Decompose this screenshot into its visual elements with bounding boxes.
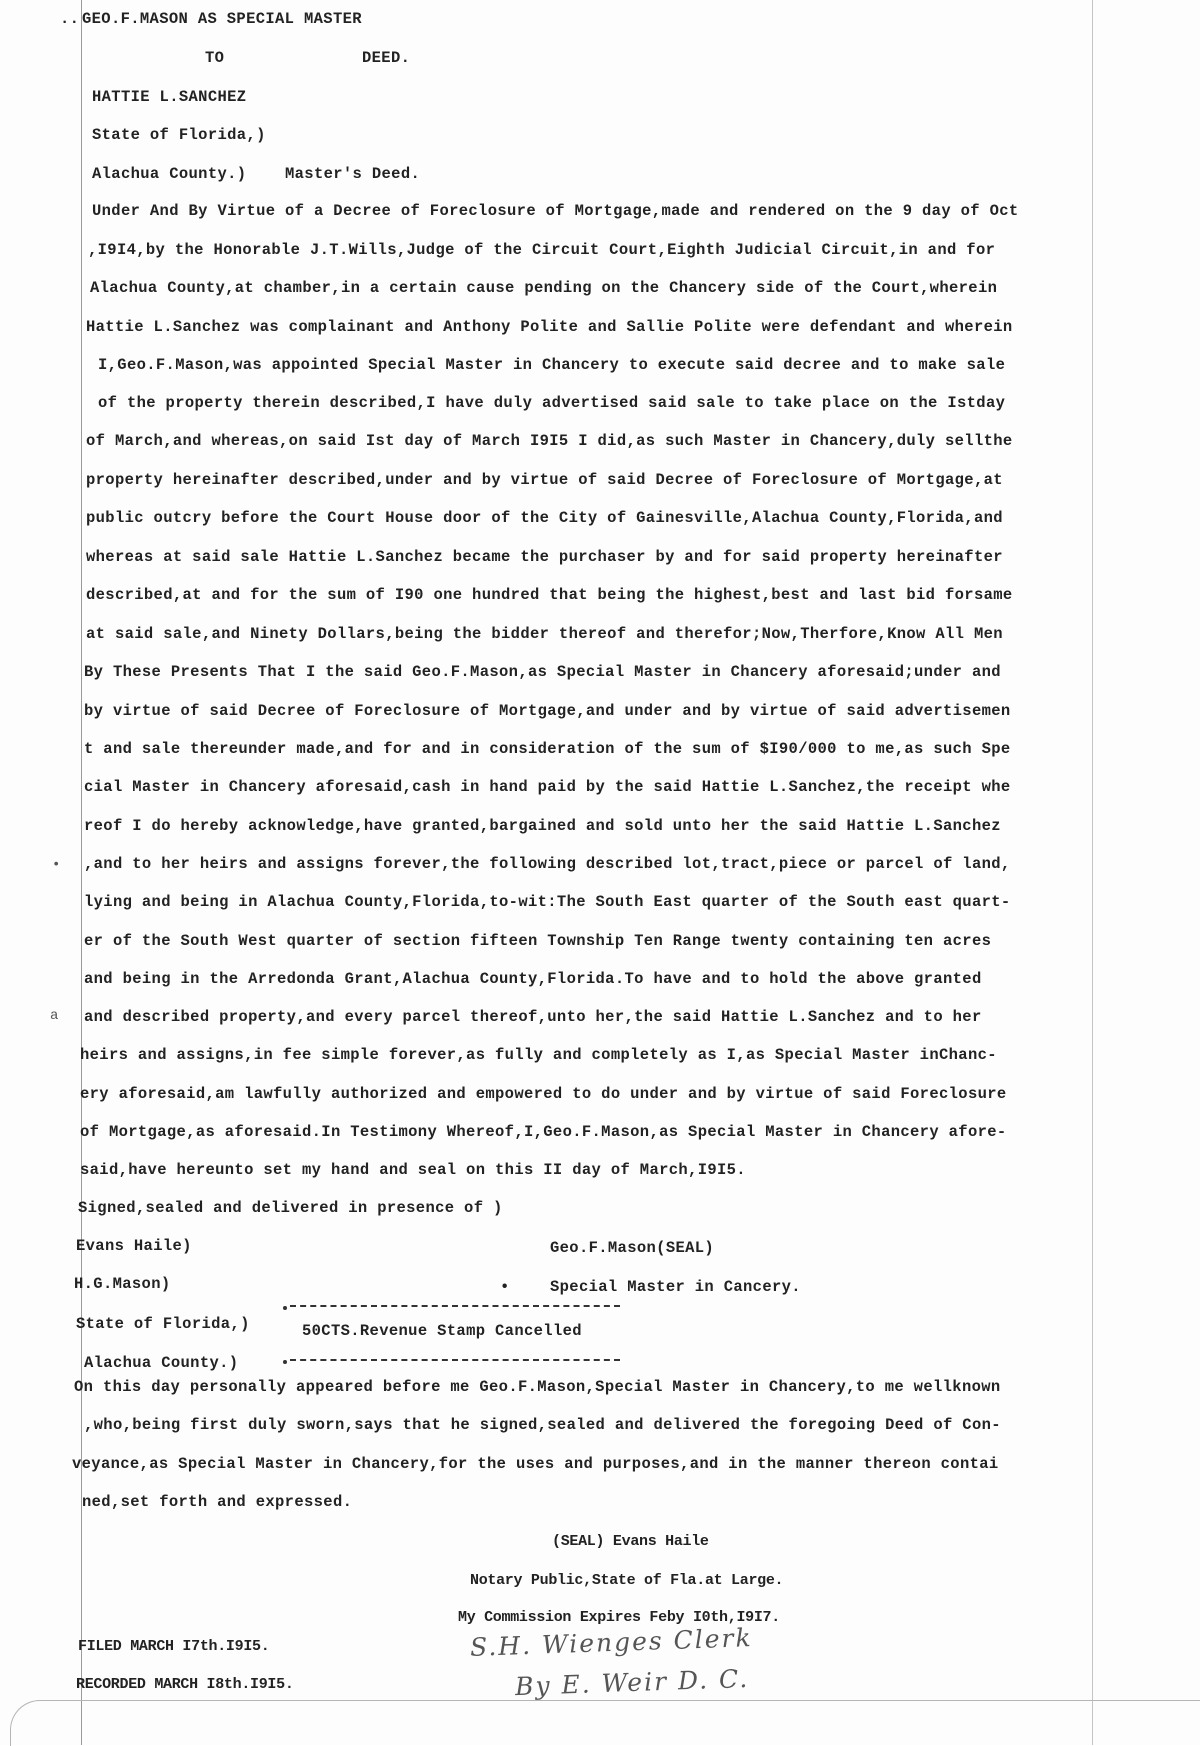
body-line: Hattie L.Sanchez was complainant and Anthony Polite and Sallie Polite were defendant and wherein [86,318,1013,336]
ack-line: veyance,as Special Master in Chancery,for the uses and purposes,and in the manner thereon contai [72,1455,999,1473]
body-line: lying and being in Alachua County,Florida,to-wit:The South East quarter of the South east quart- [84,893,1011,911]
grantee-heading: HATTIE L.SANCHEZ [92,88,247,106]
stamp-rule-bottom [290,1359,620,1361]
body-line: heirs and assigns,in fee simple forever,as fully and completely as I,as Special Master inChanc- [80,1046,997,1064]
body-line: t and sale thereunder made,and for and in consideration of the sum of $I90/000 to me,as such Spe [84,740,1011,758]
venue-state: State of Florida,) [92,126,266,144]
body-line: reof I do hereby acknowledge,have granted,bargained and sold unto her the said Hattie L.Sanchez [84,817,1001,835]
stamp-rule-dot-bottom [283,1360,287,1364]
to-heading: TO [205,49,225,67]
notary-seal-name: (SEAL) Evans Haile [552,1533,709,1550]
deed-title: Master's Deed. [285,165,421,183]
notary-title: Notary Public,State of Fla.at Large. [470,1572,784,1589]
ack-line: ,who,being first duly sworn,says that he signed,sealed and delivered the foregoing Deed of Con- [84,1416,1001,1434]
signer-name: Geo.F.Mason(SEAL) [550,1239,715,1257]
body-line: said,have hereunto set my hand and seal on this II day of March,I9I5. [80,1161,746,1179]
body-line: whereas at said sale Hattie L.Sanchez became the purchaser by and for said property hereinafter [86,548,1003,566]
ack-line: On this day personally appeared before me Geo.F.Mason,Special Master in Chancery,to me wellknown [74,1378,1001,1396]
body-line: of Mortgage,as aforesaid.In Testimony Whereof,I,Geo.F.Mason,as Special Master in Chancery afore- [80,1123,1007,1141]
body-line: described,at and for the sum of I90 one hundred that being the highest,best and last bid forsame [86,586,1013,604]
body-line: ,and to her heirs and assigns forever,the following described lot,tract,piece or parcel of land, [84,855,1011,873]
body-line: property hereinafter described,under and by virtue of said Decree of Foreclosure of Mortgage,at [86,471,1003,489]
body-line: and being in the Arredonda Grant,Alachua County,Florida.To have and to hold the above granted [84,970,982,988]
signer-title: Special Master in Cancery. [550,1278,801,1296]
right-margin-rule [1092,0,1093,1745]
clerk-signature: S.H. Wienges Clerk [469,1623,754,1662]
deputy-clerk-signature: By E. Weir D. C. [514,1663,750,1702]
ack-venue-county: Alachua County.) [84,1354,239,1372]
stamp-rule-dot-top [283,1306,287,1310]
leading-dots: .. [60,10,80,28]
body-line: ,I9I4,by the Honorable J.T.Wills,Judge of the Circuit Court,Eighth Judicial Circuit,in and for [88,241,996,259]
body-line: Under And By Virtue of a Decree of Foreclosure of Mortgage,made and rendered on the 9 day of Oct [92,202,1019,220]
body-line: By These Presents That I the said Geo.F.Mason,as Special Master in Chancery aforesaid;under and [84,663,1001,681]
bullet: • [500,1278,510,1296]
body-line: ery aforesaid,am lawfully authorized and empowered to do under and by virtue of said Foreclosure [80,1085,1007,1103]
witness-1: Evans Haile) [76,1237,192,1255]
ack-line: ned,set forth and expressed. [82,1493,353,1511]
body-line: Alachua County,at chamber,in a certain cause pending on the Chancery side of the Court,wherein [90,279,998,297]
recorded-date: RECORDED MARCH I8th.I9I5. [76,1676,294,1693]
page-edge-curve [10,1700,1200,1746]
margin-dot: • [52,857,61,873]
body-line: of the property therein described,I have duly advertised said sale to take place on the Istday [98,394,1006,412]
revenue-stamp-note: 50CTS.Revenue Stamp Cancelled [302,1322,582,1340]
body-line: and described property,and every parcel thereof,unto her,the said Hattie L.Sanchez and to her [84,1008,982,1026]
venue-county: Alachua County.) [92,165,247,183]
filed-date: FILED MARCH I7th.I9I5. [78,1638,270,1655]
grantor-heading: GEO.F.MASON AS SPECIAL MASTER [82,10,362,28]
instrument-heading: DEED. [362,49,411,67]
witness-2: H.G.Mason) [74,1275,171,1293]
body-line: er of the South West quarter of section fifteen Township Ten Range twenty containing ten acres [84,932,992,950]
ack-venue-state: State of Florida,) [76,1315,250,1333]
witness-intro: Signed,sealed and delivered in presence of ) [78,1199,503,1217]
body-line: at said sale,and Ninety Dollars,being the bidder thereof and therefor;Now,Therfore,Know All Men [86,625,1003,643]
body-line: cial Master in Chancery aforesaid,cash in hand paid by the said Hattie L.Sanchez,the receipt whe [84,778,1011,796]
stamp-rule-top [290,1305,620,1307]
left-margin-rule [81,0,82,1745]
body-line: public outcry before the Court House door of the City of Gainesville,Alachua County,Florida,and [86,509,1003,527]
body-line: by virtue of said Decree of Foreclosure of Mortgage,and under and by virtue of said advertisemen [84,702,1011,720]
body-line: of March,and whereas,on said Ist day of March I9I5 I did,as such Master in Chancery,duly sellthe [86,432,1013,450]
notary-commission: My Commission Expires Feby I0th,I9I7. [458,1609,780,1626]
body-line: I,Geo.F.Mason,was appointed Special Master in Chancery to execute said decree and to make sale [98,356,1006,374]
margin-letter: a [50,1008,59,1024]
